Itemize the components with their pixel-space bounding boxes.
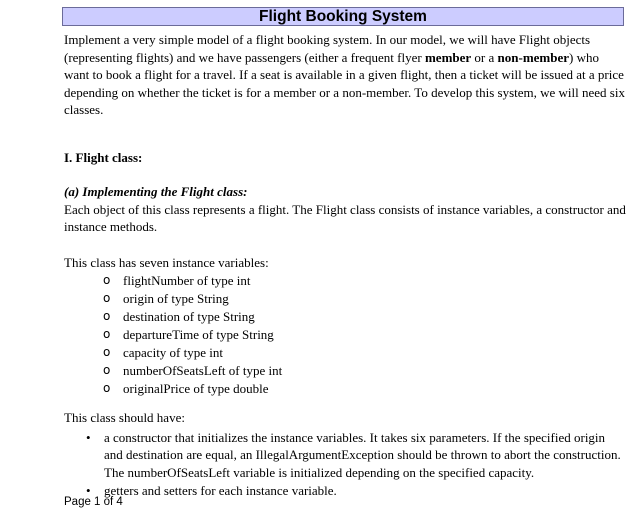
circle-bullet-icon: o xyxy=(103,363,111,377)
list-item xyxy=(84,482,626,500)
list-item xyxy=(103,272,626,290)
disc-bullet-icon: • xyxy=(86,483,91,498)
subsection-heading: (a) Implementing the Flight class: xyxy=(64,184,248,199)
list-item xyxy=(84,429,626,482)
variable-text: origin of type String xyxy=(123,291,229,306)
variable-text: numberOfSeatsLeft of type int xyxy=(123,363,283,378)
variable-text: originalPrice of type double xyxy=(123,381,269,396)
list-item xyxy=(103,362,626,380)
intro-text-3: ) who want to book a flight for a travel. If a seat is available in a given flight, then a ticket will be issued at a price depending on whether the ticket is for a member or a non-member. To develop this system, we will need six classes. xyxy=(64,49,625,117)
intro-paragraph xyxy=(64,31,626,119)
circle-bullet-icon: o xyxy=(103,273,111,287)
requirement-text: getters and setters for each instance variable. xyxy=(104,483,337,498)
instance-variable-list xyxy=(64,272,626,398)
variable-text: destination of type String xyxy=(123,309,255,324)
member-term: member xyxy=(424,49,472,65)
list-item xyxy=(103,326,626,344)
should-have-intro: This class should have: xyxy=(64,410,185,425)
section-heading: I. Flight class: xyxy=(64,149,143,165)
page-number: Page 1 of 4 xyxy=(64,496,123,508)
circle-bullet-icon: o xyxy=(103,381,111,395)
circle-bullet-icon: o xyxy=(103,291,111,305)
variable-text: departureTime of type String xyxy=(123,327,274,342)
class-description: Each object of this class represents a flight. The Flight class consists of instance variables, a constructor and instance methods. xyxy=(64,201,626,234)
requirements-list xyxy=(64,429,626,500)
circle-bullet-icon: o xyxy=(103,309,111,323)
variable-text: capacity of type int xyxy=(123,345,223,360)
variable-text: flightNumber of type int xyxy=(123,273,251,288)
list-item xyxy=(103,290,626,308)
requirement-text: a constructor that initializes the instance variables. It takes six parameters. If the specified origin and destination are equal, an IllegalArgumentException should be thrown to abort the construction. The numberOfSeatsLeft variable is initialized depending on the specified capacity. xyxy=(104,429,621,480)
circle-bullet-icon: o xyxy=(103,345,111,359)
disc-bullet-icon: • xyxy=(86,429,91,445)
intro-text-1: Implement a very simple model of a flight booking system. In our model, we will have Flight objects (representing flights) and we have passengers (either a frequent flyer xyxy=(64,32,591,65)
non-member-term: non-member xyxy=(497,49,570,65)
document-body xyxy=(64,31,626,501)
document-title: Flight Booking System xyxy=(62,7,624,26)
variables-intro: This class has seven instance variables: xyxy=(64,254,269,270)
circle-bullet-icon: o xyxy=(103,327,111,341)
list-item xyxy=(103,344,626,362)
list-item xyxy=(103,380,626,398)
intro-text-2: or a xyxy=(471,49,498,65)
list-item xyxy=(103,308,626,326)
